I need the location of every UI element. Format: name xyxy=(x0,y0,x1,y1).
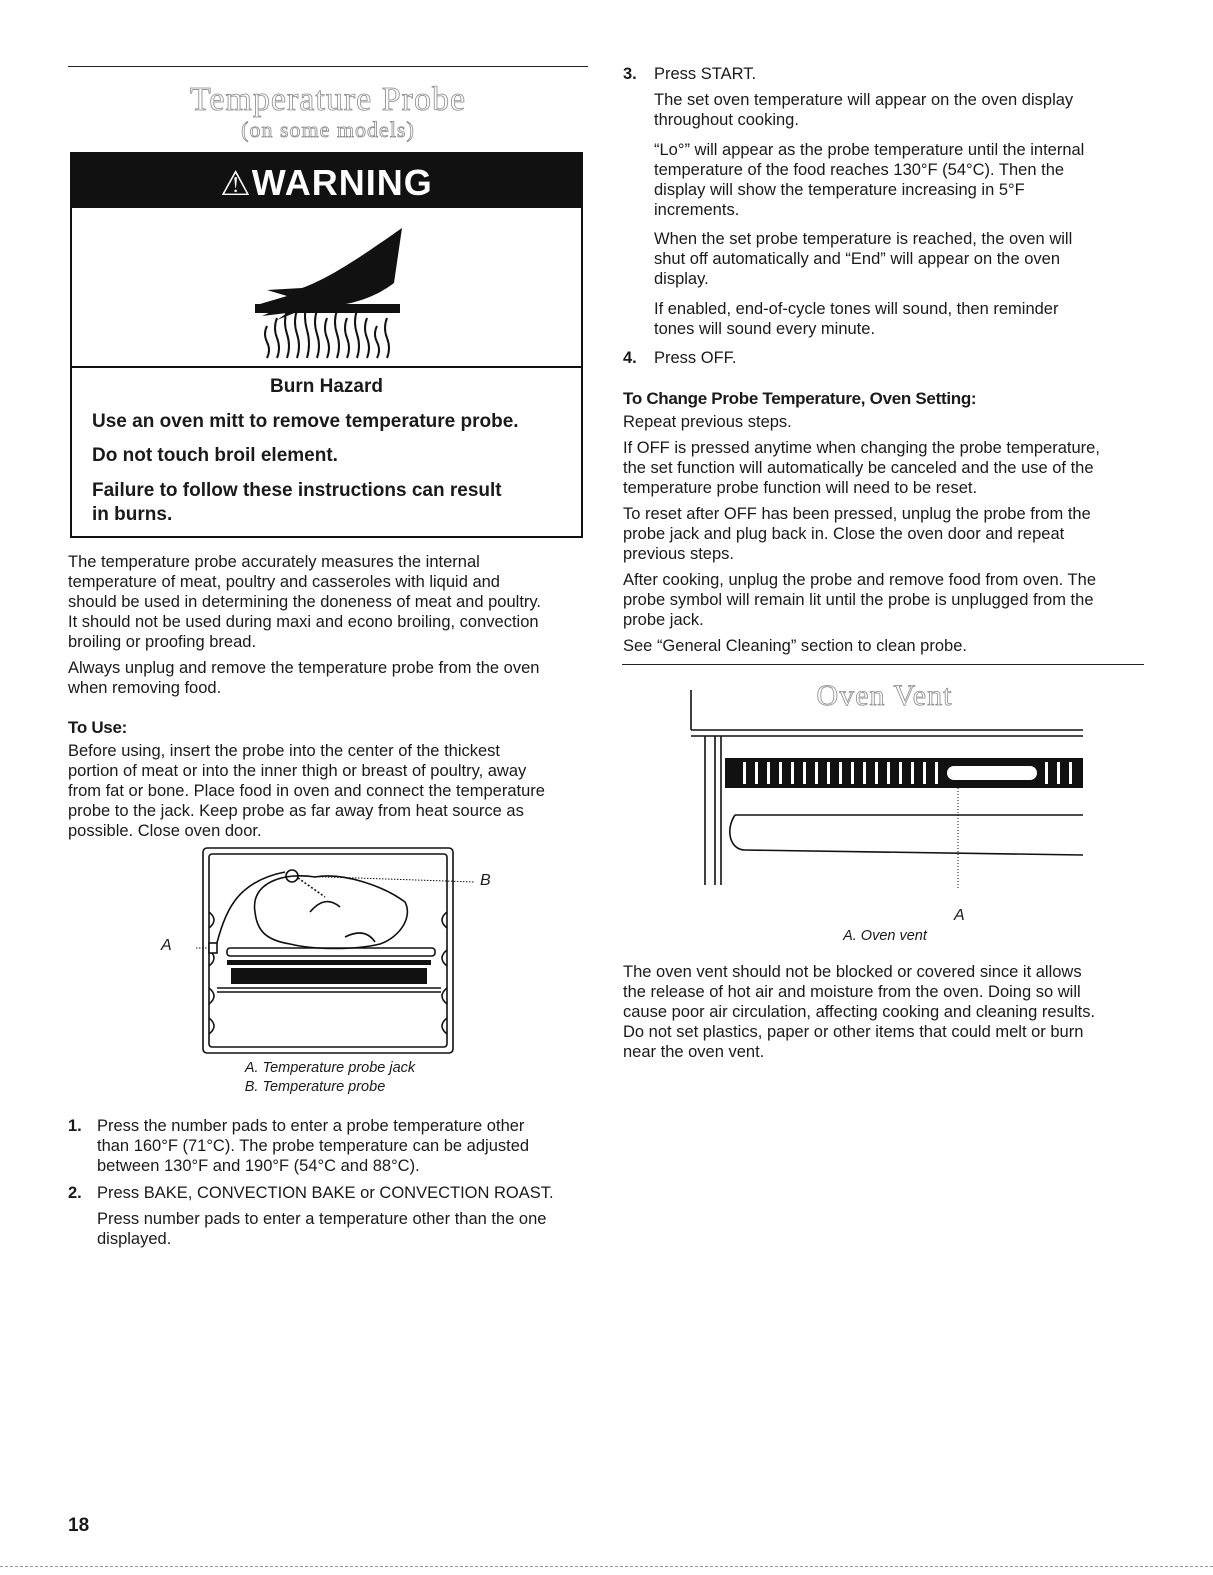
step-number: 4. xyxy=(623,349,637,367)
to-use-heading: To Use: xyxy=(68,718,127,737)
intro-line: broiling or proofing bread. xyxy=(68,633,257,651)
vent-rule xyxy=(622,664,1144,665)
step2-extra-line: displayed. xyxy=(97,1230,172,1248)
to-use-line: probe to the jack. Keep probe as far away from heat source as xyxy=(68,802,524,820)
oven-probe-illustration xyxy=(195,842,495,1057)
page-bottom-edge xyxy=(0,1566,1213,1567)
change-line: previous steps. xyxy=(623,545,734,563)
change-line: Repeat previous steps. xyxy=(623,413,792,431)
step-number: 3. xyxy=(623,65,637,83)
to-use-line: from fat or bone. Place food in oven and connect the temperature xyxy=(68,782,545,800)
warning-header xyxy=(72,154,581,208)
step3-line: display will show the temperature increasing in 5°F xyxy=(654,181,1025,199)
warning-line: in burns. xyxy=(92,504,173,525)
step-line: between 130°F and 190°F (54°C and 88°C). xyxy=(97,1157,420,1175)
step-number: 1. xyxy=(68,1117,82,1135)
unplug-line: Always unplug and remove the temperature probe from the oven xyxy=(68,659,540,677)
warning-label: WARNING xyxy=(251,162,433,203)
step-label: Press START. xyxy=(654,65,757,83)
change-line: the set function will automatically be canceled and the use of the xyxy=(623,459,1094,477)
warning-line: Use an oven mitt to remove temperature probe. xyxy=(92,411,519,432)
top-rule-left xyxy=(68,66,588,67)
step3-line: If enabled, end-of-cycle tones will sound, then reminder xyxy=(654,300,1059,318)
burn-hazard-hand-icon xyxy=(72,208,585,368)
change-line: probe jack and plug back in. Close the oven door and repeat xyxy=(623,525,1065,543)
warning-line: Do not touch broil element. xyxy=(92,445,338,466)
broil-element-bar xyxy=(255,304,400,313)
step3-line: temperature of the food reaches 130°F (54°C). Then the xyxy=(654,161,1065,179)
step-label: Press OFF. xyxy=(654,349,737,367)
to-use-line: possible. Close oven door. xyxy=(68,822,262,840)
step2-extra-line: Press number pads to enter a temperature other than the one xyxy=(97,1210,547,1228)
intro-line: It should not be used during maxi and econo broiling, convection xyxy=(68,613,539,631)
figure-caption-b: B. Temperature probe xyxy=(244,1079,386,1095)
step3-line: throughout cooking. xyxy=(654,111,799,129)
change-line: To reset after OFF has been pressed, unplug the probe from the xyxy=(623,505,1091,523)
change-line: See “General Cleaning” section to clean probe. xyxy=(623,637,967,655)
vent-line: the release of hot air and moisture from the oven. Doing so will xyxy=(623,983,1081,1001)
change-line: probe symbol will remain lit until the probe is unplugged from the xyxy=(623,591,1094,609)
vent-line: near the oven vent. xyxy=(623,1043,765,1061)
step3-line: increments. xyxy=(654,201,740,219)
step3-line: shut off automatically and “End” will appear on the oven xyxy=(654,250,1061,268)
step-line: than 160°F (71°C). The probe temperature can be adjusted xyxy=(97,1137,530,1155)
warning-line: Failure to follow these instructions can result xyxy=(92,480,502,501)
change-line: probe jack. xyxy=(623,611,704,629)
to-use-line: Before using, insert the probe into the center of the thickest xyxy=(68,742,501,760)
section-subtitle: (on some models) xyxy=(241,117,415,142)
step-line: Press the number pads to enter a probe temperature other xyxy=(97,1117,525,1135)
vent-line: cause poor air circulation, affecting cooking and cleaning results. xyxy=(623,1003,1096,1021)
warning-separator xyxy=(72,366,581,368)
change-line: If OFF is pressed anytime when changing the probe temperature, xyxy=(623,439,1100,457)
intro-line: The temperature probe accurately measures the internal xyxy=(68,553,480,571)
intro-line: should be used in determining the doneness of meat and poultry. xyxy=(68,593,542,611)
oven-vent-illustration xyxy=(685,690,1085,890)
step3-line: display. xyxy=(654,270,709,288)
burn-hazard-heading: Burn Hazard xyxy=(270,376,383,397)
step-line: Press BAKE, CONVECTION BAKE or CONVECTION ROAST. xyxy=(97,1184,554,1202)
figure-label-a: A xyxy=(161,937,172,954)
intro-line: temperature of meat, poultry and casseroles with liquid and xyxy=(68,573,500,591)
figure-caption-a: A. Temperature probe jack xyxy=(244,1060,416,1076)
step3-line: The set oven temperature will appear on the oven display xyxy=(654,91,1074,109)
page-number: 18 xyxy=(68,1515,90,1536)
change-line: After cooking, unplug the probe and remove food from oven. The xyxy=(623,571,1096,589)
step3-line: “Lo°” will appear as the probe temperature until the internal xyxy=(654,141,1085,159)
unplug-line: when removing food. xyxy=(68,679,222,697)
warning-triangle-icon: ⚠ xyxy=(220,165,252,203)
step3-line: When the set probe temperature is reached, the oven will xyxy=(654,230,1073,248)
warning-box xyxy=(70,152,583,538)
vent-line: The oven vent should not be blocked or covered since it allows xyxy=(623,963,1082,981)
step3-line: tones will sound every minute. xyxy=(654,320,876,338)
vent-caption: A. Oven vent xyxy=(843,928,927,944)
figure-label-b: B xyxy=(480,872,491,889)
vent-label-a: A xyxy=(954,907,965,924)
section-title-temperature-probe: Temperature Probe xyxy=(189,81,467,118)
step-number: 2. xyxy=(68,1184,82,1202)
section-title-oven-vent: Oven Vent xyxy=(816,679,953,712)
vent-line: Do not set plastics, paper or other items that could melt or burn xyxy=(623,1023,1084,1041)
change-probe-heading: To Change Probe Temperature, Oven Setting: xyxy=(623,389,977,408)
to-use-line: portion of meat or into the inner thigh or breast of poultry, away xyxy=(68,762,527,780)
change-line: temperature probe function will need to be reset. xyxy=(623,479,978,497)
